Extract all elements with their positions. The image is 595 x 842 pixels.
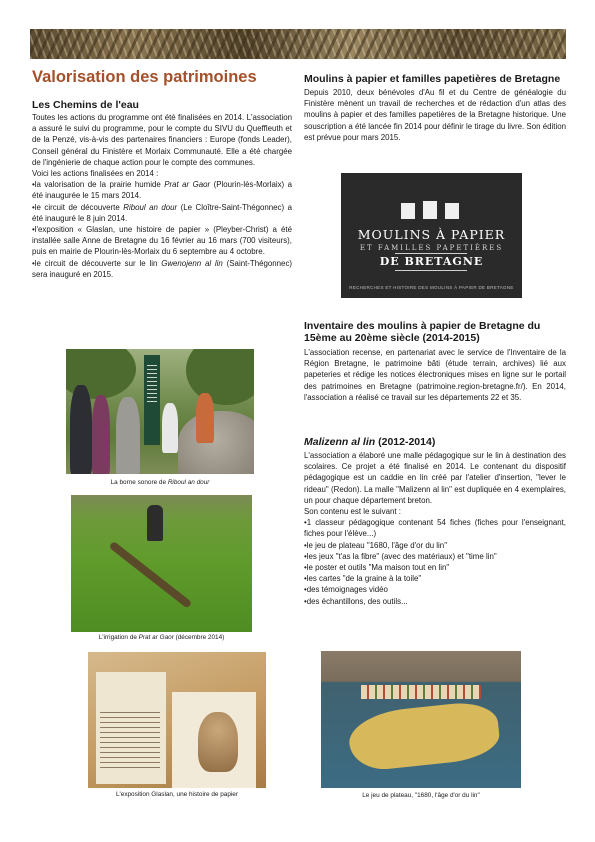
mill-icon <box>445 203 459 219</box>
logo-line-1: MOULINS À PAPIER <box>357 227 506 242</box>
logo-line-3: DE BRETAGNE <box>379 255 484 268</box>
list-item: •le circuit de découverte Riboul an dour (Le Cloître-Saint-Thégonnec) a été inauguré le 8 juin 2014. <box>32 202 292 223</box>
malizenn-contents-intro: Son contenu est le suivant : <box>304 507 401 517</box>
list-item: •l'exposition « Glaslan, une histoire de papier » (Pleyber-Christ) a été installée salle Anne de Bretagne du 16 février au 16 mars (700 visiteurs), puis en mairie de Plourin-lès-Morlaix du 6 septembre au 4 octobre. <box>32 225 292 257</box>
logo-line-2: ET FAMILLES PAPETIÈRES <box>359 244 504 252</box>
photo-caption: La borne sonore de Riboul an dour <box>110 479 210 486</box>
photo-borne-sonore <box>66 349 254 474</box>
chemins-body <box>32 112 292 280</box>
list-item: •les cartes "de la graine à la toile" <box>304 574 422 584</box>
paper-icon <box>423 201 437 219</box>
section-heading-malizenn: Malizenn al lin (2012-2014) <box>304 436 436 448</box>
section-heading-moulins: Moulins à papier et familles papetières de Bretagne <box>304 73 561 85</box>
moulins-book-logo <box>341 173 522 298</box>
chemins-intro: Toutes les actions du programme ont été finalisées en 2014. L'association a assuré le suivi du programme, pour le compte du SIVU du Queffleuth et de la Penzé, vis-à-vis des partenaires financiers : Europe (fonds Leader), Conseil général du Finistère et Morlaix Communauté. Elle a été chargée de l'ingénierie de chaque action pour le compte des communes. <box>32 113 292 167</box>
page-title: Valorisation des patrimoines <box>32 68 257 86</box>
photo-irrigation <box>71 495 252 632</box>
inventaire-body: L'association recense, en partenariat avec le service de l'Inventaire de la Région Bretagne, le patrimoine bâti (étude terrain, archives) lié aux papeteries et rédige les notices électroniques mises en ligne sur le portail des patrimoines en Bretagne (patrimoine.region-bretagne.fr/). En 2014, l'association a réalisé ce travail sur les départements 22 et 35. <box>304 348 566 402</box>
photo-caption: L'exposition Glaslan, une histoire de papier <box>115 791 238 798</box>
photo-jeu-de-plateau <box>321 651 521 788</box>
list-item: •le poster et outils "Ma maison tout en lin" <box>304 563 450 573</box>
list-item: •le circuit de découverte sur le lin Gwenojenn al lin (Saint-Thégonnec) sera inauguré en 2015. <box>32 258 293 279</box>
section-heading-inventaire: Inventaire des moulins à papier de Bretagne du 15ème au 20ème siècle (2014-2015) <box>304 320 541 344</box>
list-item: •les jeux "t'as la fibre" (avec des matériaux) et "time lin" <box>304 551 497 561</box>
list-item: •des échantillons, des outils... <box>304 596 408 606</box>
building-icon <box>401 203 415 219</box>
malizenn-body <box>304 450 566 607</box>
chemins-list-intro: Voici les actions finalisées en 2014 : <box>32 169 159 179</box>
photo-caption: L'irrigation de Prat ar Gaor (décembre 2014) <box>98 634 225 641</box>
list-item: •des témoignages vidéo <box>304 585 388 595</box>
section-heading-chemins: Les Chemins de l'eau <box>32 99 139 111</box>
list-item: •le jeu de plateau "1680, l'âge d'or du lin" <box>304 540 447 550</box>
moulins-body: Depuis 2010, deux bénévoles d'Au fil et du Centre de généalogie du Finistère mènent un travail de recherches et de rédaction d'un atlas des moulins à papier et des familles papetières de la Bretagne historique. Une souscription a été lancée fin 2014 pour définir le tirage du livre. Son édition est prévue pour mars 2015. <box>304 88 566 142</box>
logo-line-4: RECHERCHES ET HISTOIRE DES MOULINS À PAPIER DE BRETAGNE <box>349 285 514 290</box>
photo-caption: Le jeu de plateau, "1680, l'âge d'or du lin" <box>362 792 480 799</box>
list-item: •1 classeur pédagogique contenant 54 fiches (fiches pour l'enseignant, fiches pour l'élève...) <box>304 518 566 539</box>
list-item: •la valorisation de la prairie humide Prat ar Gaor (Plourin-lès-Morlaix) a été inaugurée le 15 mars 2014. <box>32 180 292 201</box>
photo-exposition <box>88 652 266 788</box>
malizenn-text: L'association a élaboré une malle pédagogique sur le lin à destination des scolaires. Ce projet a été finalisé en 2014. Le contenant du dispositif pédagogique est un caddie en lin créé par l'atelier d'insertion, "lever le rideau" (Redon). La malle "Malizenn al lin" est dupliquée en 4 exemplaires, un pour chaque département breton. <box>304 451 566 505</box>
header-banner-image <box>30 29 566 59</box>
